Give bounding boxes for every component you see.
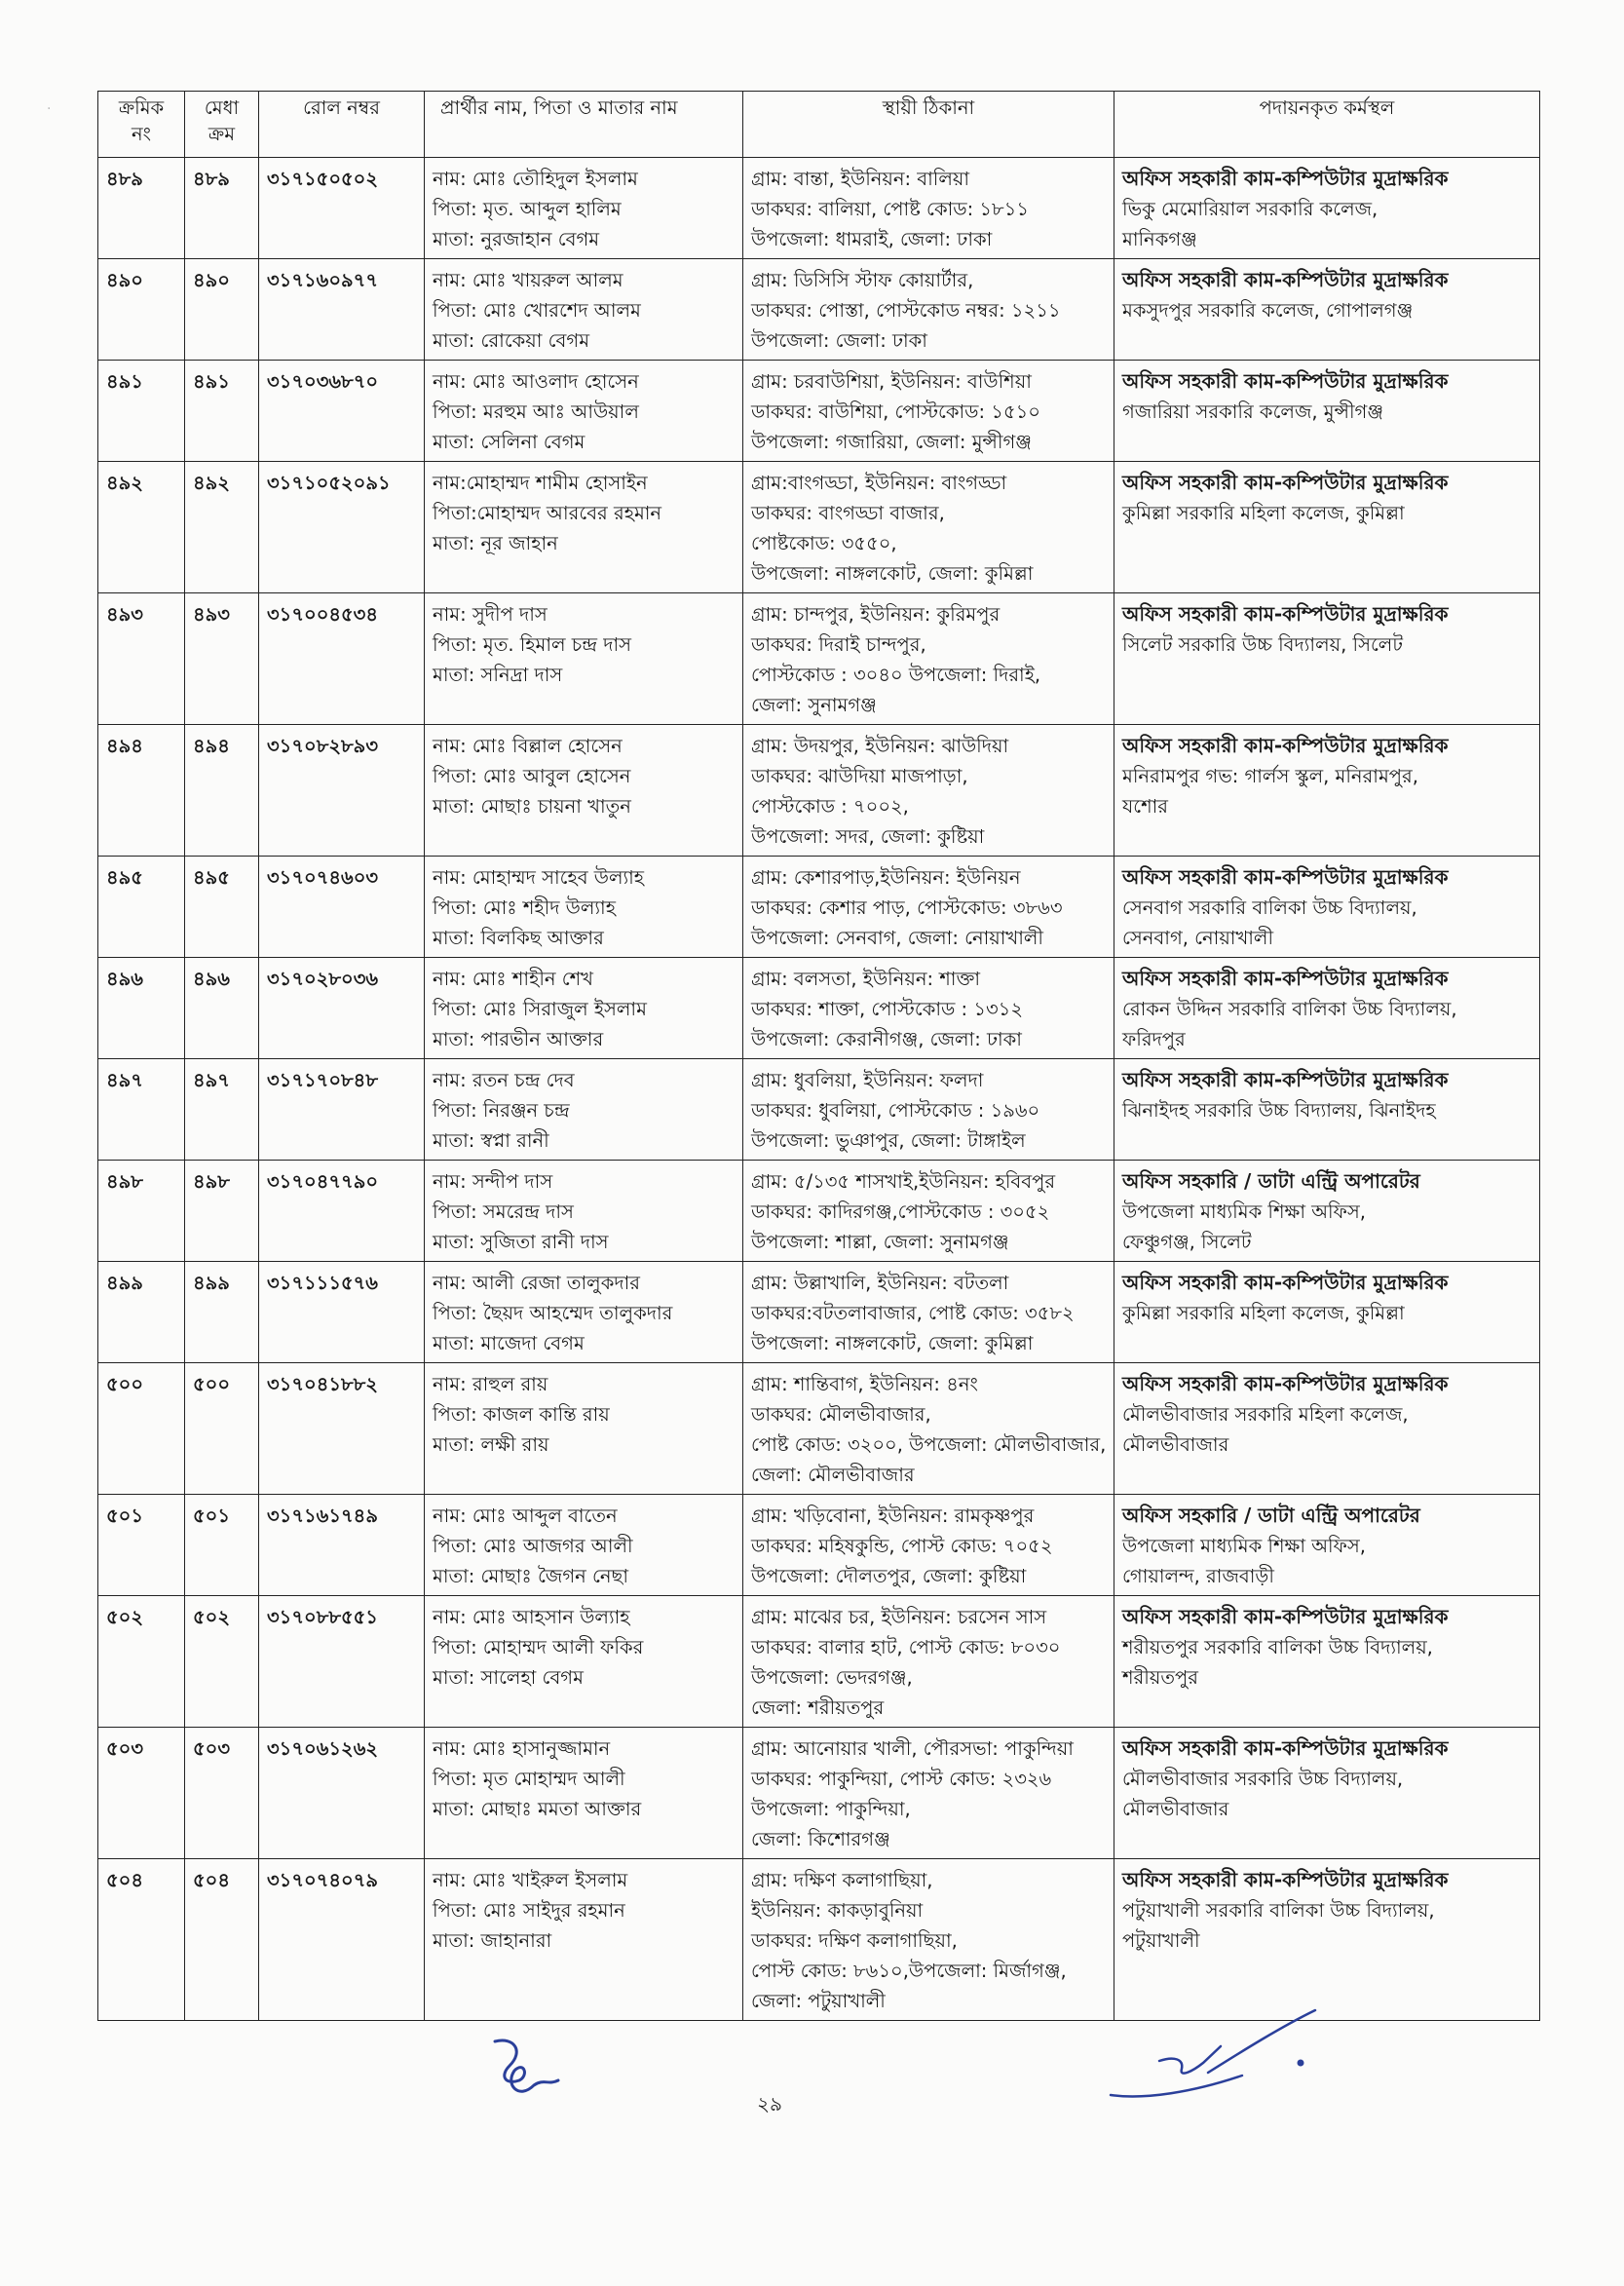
address-line: জেলা: সুনামগঞ্জ [751,694,877,716]
address-cell [743,259,1114,361]
candidate-name: নাম: রাহুল রায় [433,1373,548,1395]
father-name: পিতা: মোঃ আবুল হোসেন [433,765,631,787]
merit-cell: ৪৯৮ [185,1161,259,1262]
name-cell [425,958,743,1059]
workplace-line: শরীয়তপুর সরকারি বালিকা উচ্চ বিদ্যালয়, [1122,1636,1433,1658]
name-cell [425,1596,743,1728]
posting-cell [1114,462,1540,593]
merit-cell: ৫০২ [185,1596,259,1728]
candidate-name: নাম: সন্দীপ দাস [433,1170,553,1193]
father-name: পিতা: মোঃ শহীদ উল্যাহ [433,896,616,919]
workplace-line: ভিকু মেমোরিয়াল সরকারি কলেজ, [1122,198,1379,220]
merit-cell: ৪৯১ [185,361,259,462]
workplace-line: মৌলভীবাজার [1122,1433,1229,1456]
address-line: ডাকঘর: পোস্তা, পোস্টকোড নম্বর: ১২১১ [751,299,1061,322]
address-line: ডাকঘর: বাউশিয়া, পোস্টকোড: ১৫১০ [751,400,1040,423]
candidate-name: নাম: মোঃ হাসানুজ্জামান [433,1737,611,1760]
address-line: ডাকঘর: মৌলভীবাজার, [751,1403,931,1426]
table-row [98,1059,1540,1161]
post-title: অফিস সহকারী কাম-কম্পিউটার মুদ্রাক্ষরিক [1122,865,1449,889]
candidate-name: নাম:মোহাম্মদ শামীম হোসাইন [433,472,648,494]
candidate-name: নাম: মোঃ আব্দুল বাতেন [433,1505,618,1527]
workplace-line: শরীয়তপুর [1122,1666,1198,1689]
merit-cell: ৪৯৬ [185,958,259,1059]
address-line: ডাকঘর: বাংগড্ডা বাজার, [751,502,945,524]
address-line: উপজেলা: ধামরাই, জেলা: ঢাকা [751,228,993,250]
mother-name: মাতা: স্বপ্না রানী [433,1129,549,1152]
workplace-line: সিলেট সরকারি উচ্চ বিদ্যালয়, সিলেট [1122,633,1403,656]
posting-cell [1114,158,1540,259]
roll-cell: ৩১৭০২৮০৩৬ [259,958,425,1059]
post-title: অফিস সহকারী কাম-কম্পিউটার মুদ্রাক্ষরিক [1122,167,1449,190]
table-row [98,361,1540,462]
name-cell [425,1728,743,1859]
mother-name: মাতা: সুজিতা রানী দাস [433,1231,609,1253]
header-roll: রোল নম্বর [259,92,425,158]
serial-cell: ৪৯৮ [98,1161,185,1262]
table-row [98,1161,1540,1262]
merit-cell: ৫০৩ [185,1728,259,1859]
name-cell [425,1495,743,1596]
roll-cell: ৩১৭০৩৬৮৭০ [259,361,425,462]
address-line: ডাকঘর: কেশার পাড়, পোস্টকোড: ৩৮৬৩ [751,896,1063,919]
father-name: পিতা: মোঃ আজগর আলী [433,1535,633,1557]
candidate-name: নাম: মোঃ খায়রুল আলম [433,269,623,291]
post-title: অফিস সহকারী কাম-কম্পিউটার মুদ্রাক্ষরিক [1122,734,1449,757]
workplace-line: রোকন উদ্দিন সরকারি বালিকা উচ্চ বিদ্যালয়, [1122,998,1457,1020]
merit-cell: ৪৯০ [185,259,259,361]
address-line: জেলা: মৌলভীবাজার [751,1464,915,1486]
merit-cell: ৫০৪ [185,1859,259,2021]
table-header-row [98,92,1540,158]
address-line: পোস্টকোড : ৭০০২, [751,795,909,818]
workplace-line: গোয়ালন্দ, রাজবাড়ী [1122,1565,1274,1587]
merit-cell: ৪৯২ [185,462,259,593]
name-cell [425,1859,743,2021]
father-name: পিতা: মৃত মোহাম্মদ আলী [433,1768,625,1790]
address-line: উপজেলা: ভুঞাপুর, জেলা: টাঙ্গাইল [751,1129,1026,1152]
post-title: অফিস সহকারী কাম-কম্পিউটার মুদ্রাক্ষরিক [1122,1736,1449,1760]
address-line: পোস্ট কোড: ৮৬১০,উপজেলা: মির্জাগঞ্জ, [751,1960,1067,1982]
merit-cell: ৪৯৪ [185,725,259,857]
scan-mark: . [47,97,52,113]
post-title: অফিস সহকারী কাম-কম্পিউটার মুদ্রাক্ষরিক [1122,1868,1449,1891]
address-line: উপজেলা: কেরানীগঞ্জ, জেলা: ঢাকা [751,1028,1022,1050]
father-name: পিতা: মোঃ খোরশেদ আলম [433,299,641,322]
address-line: গ্রাম: উল্লাখালি, ইউনিয়ন: বটতলা [751,1272,1009,1294]
table-row [98,1363,1540,1495]
serial-cell: ৪৯৭ [98,1059,185,1161]
address-line: ডাকঘর: দিরাই চান্দপুর, [751,633,926,656]
address-line: পোস্টকোড : ৩০৪০ উপজেলা: দিরাই, [751,664,1041,686]
address-line: উপজেলা: নাঙ্গলকোট, জেলা: কুমিল্লা [751,562,1034,585]
father-name: পিতা: সমরেন্দ্র দাস [433,1200,574,1223]
address-cell [743,1728,1114,1859]
serial-cell: ৪৯৫ [98,857,185,958]
candidate-name: নাম: মোঃ আওলাদ হোসেন [433,370,639,393]
workplace-line: কুমিল্লা সরকারি মহিলা কলেজ, কুমিল্লা [1122,502,1405,524]
mother-name: মাতা: জাহানারা [433,1929,552,1952]
header-merit: মেধা ক্রম [185,92,259,158]
post-title: অফিস সহকারি / ডাটা এন্ট্রি অপারেটর [1122,1504,1420,1527]
posting-cell [1114,1363,1540,1495]
address-line: উপজেলা: জেলা: ঢাকা [751,329,927,352]
serial-cell: ৫০১ [98,1495,185,1596]
address-line: জেলা: শরীয়তপুর [751,1696,885,1719]
posting-cell [1114,857,1540,958]
roll-cell: ৩১৭০৭৪৬০৩ [259,857,425,958]
address-line: উপজেলা: নাঙ্গলকোট, জেলা: কুমিল্লা [751,1332,1034,1354]
merit-cell: ৪৯৯ [185,1262,259,1363]
address-line: উপজেলা: ভেদরগঞ্জ, [751,1666,913,1689]
address-line: গ্রাম:বাংগড্ডা, ইউনিয়ন: বাংগড্ডা [751,472,1007,494]
address-line: গ্রাম: ৫/১৩৫ শাসখাই,ইউনিয়ন: হবিবপুর [751,1170,1056,1193]
address-cell [743,462,1114,593]
posting-cell [1114,1596,1540,1728]
workplace-line: সেনবাগ, নোয়াখালী [1122,927,1274,949]
post-title: অফিস সহকারী কাম-কম্পিউটার মুদ্রাক্ষরিক [1122,967,1449,990]
workplace-line: ফরিদপুর [1122,1028,1186,1050]
candidate-name: নাম: সুদীপ দাস [433,603,548,626]
name-cell [425,593,743,725]
father-name: পিতা: নিরঞ্জন চন্দ্র [433,1099,570,1122]
roll-cell: ৩১৭০৭৪০৭৯ [259,1859,425,2021]
workplace-line: উপজেলা মাধ্যমিক শিক্ষা অফিস, [1122,1535,1366,1557]
posting-cell [1114,725,1540,857]
header-name: প্রার্থীর নাম, পিতা ও মাতার নাম [425,92,743,158]
table-row [98,259,1540,361]
father-name: পিতা: কাজল কান্তি রায় [433,1403,610,1426]
address-cell [743,1596,1114,1728]
table-row [98,958,1540,1059]
father-name: পিতা: মোহাম্মদ আলী ফকির [433,1636,644,1658]
table-row [98,158,1540,259]
table-body [98,158,1540,2021]
workplace-line: মকসুদপুর সরকারি কলেজ, গোপালগঞ্জ [1122,299,1414,322]
mother-name: মাতা: সেলিনা বেগম [433,431,585,453]
posting-cell [1114,259,1540,361]
address-cell [743,725,1114,857]
candidate-name: নাম: মোঃ খাইরুল ইসলাম [433,1869,628,1891]
roll-cell: ৩১৭০৪৭৭৯০ [259,1161,425,1262]
name-cell [425,857,743,958]
address-cell [743,1495,1114,1596]
mother-name: মাতা: বিলকিছ আক্তার [433,927,604,949]
serial-cell: ৫০৩ [98,1728,185,1859]
name-cell [425,462,743,593]
address-line: ডাকঘর: বালিয়া, পোষ্ট কোড: ১৮১১ [751,198,1029,220]
address-line: ডাকঘর: শাক্তা, পোস্টকোড : ১৩১২ [751,998,1023,1020]
merit-cell: ৪৯৫ [185,857,259,958]
merit-cell: ৫০১ [185,1495,259,1596]
name-cell [425,1262,743,1363]
address-cell [743,958,1114,1059]
father-name: পিতা: মরহুম আঃ আউয়াল [433,400,639,423]
address-cell [743,1059,1114,1161]
signature-left [475,2032,583,2110]
address-line: গ্রাম: চান্দপুর, ইউনিয়ন: কুরিমপুর [751,603,1001,626]
address-line: গ্রাম: কেশারপাড়,ইউনিয়ন: ইউনিয়ন [751,866,1021,889]
father-name: পিতা:মোহাম্মদ আরবের রহমান [433,502,662,524]
workplace-line: পটুয়াখালী [1122,1929,1200,1952]
address-line: জেলা: কিশোরগঞ্জ [751,1828,890,1850]
father-name: পিতা: মৃত. হিমাল চন্দ্র দাস [433,633,632,656]
address-line: ডাকঘর: পাকুন্দিয়া, পোস্ট কোড: ২৩২৬ [751,1768,1052,1790]
name-cell [425,361,743,462]
roll-cell: ৩১৭১৭০৮৪৮ [259,1059,425,1161]
mother-name: মাতা: সালেহা বেগম [433,1666,584,1689]
merit-cell: ৪৯৩ [185,593,259,725]
address-line: উপজেলা: পাকুন্দিয়া, [751,1798,911,1820]
workplace-line: মনিরামপুর গভ: গার্লস স্কুল, মনিরামপুর, [1122,765,1418,787]
roll-cell: ৩১৭০৮৮৫৫১ [259,1596,425,1728]
workplace-line: উপজেলা মাধ্যমিক শিক্ষা অফিস, [1122,1200,1366,1223]
mother-name: মাতা: মাজেদা বেগম [433,1332,585,1354]
table-row [98,1495,1540,1596]
address-line: জেলা: পটুয়াখালী [751,1990,886,2012]
header-posting: পদায়নকৃত কর্মস্থল [1114,92,1540,158]
post-title: অফিস সহকারী কাম-কম্পিউটার মুদ্রাক্ষরিক [1122,1372,1449,1395]
address-cell [743,1363,1114,1495]
serial-cell: ৫০২ [98,1596,185,1728]
posting-cell [1114,361,1540,462]
serial-cell: ৪৮৯ [98,158,185,259]
mother-name: মাতা: নূর জাহান [433,532,558,554]
table-row [98,1859,1540,2021]
mother-name: মাতা: মোছাঃ চায়না খাতুন [433,795,631,818]
address-line: গ্রাম: খড়িবোনা, ইউনিয়ন: রামকৃষ্ণপুর [751,1505,1035,1527]
header-address: স্থায়ী ঠিকানা [743,92,1114,158]
name-cell [425,1059,743,1161]
candidate-name: নাম: রতন চন্দ্র দেব [433,1069,575,1091]
roll-cell: ৩১৭০০৪৫৩৪ [259,593,425,725]
address-line: ডাকঘর: মহিষকুন্ডি, পোস্ট কোড: ৭০৫২ [751,1535,1053,1557]
address-line: গ্রাম: ডিসিসি স্টাফ কোয়ার্টার, [751,269,974,291]
candidate-name: নাম: আলী রেজা তালুকদার [433,1272,640,1294]
workplace-line: যশোর [1122,795,1168,818]
page-number: ২৯ [757,2092,782,2115]
table-row [98,1596,1540,1728]
address-cell [743,1262,1114,1363]
address-line: ডাকঘর: বালার হাট, পোস্ট কোড: ৮০৩০ [751,1636,1061,1658]
serial-cell: ৪৯৪ [98,725,185,857]
roll-cell: ৩১৭১৬১৭৪৯ [259,1495,425,1596]
serial-cell: ৪৯৬ [98,958,185,1059]
table-row [98,1728,1540,1859]
mother-name: মাতা: সনিদ্রা দাস [433,664,563,686]
address-cell [743,857,1114,958]
address-line: উপজেলা: দৌলতপুর, জেলা: কুষ্টিয়া [751,1565,1027,1587]
father-name: পিতা: মোঃ সাইদুর রহমান [433,1899,625,1922]
name-cell [425,259,743,361]
header-serial: ক্রমিক নং [98,92,185,158]
address-line: গ্রাম: বান্তা, ইউনিয়ন: বালিয়া [751,168,970,190]
roll-cell: ৩১৭০৪১৮৮২ [259,1363,425,1495]
post-title: অফিস সহকারি / ডাটা এন্ট্রি অপারেটর [1122,1169,1420,1193]
posting-cell [1114,593,1540,725]
posting-cell [1114,958,1540,1059]
workplace-line: ফেঞ্চুগঞ্জ, সিলেট [1122,1231,1252,1253]
address-line: গ্রাম: শান্তিবাগ, ইউনিয়ন: ৪নং [751,1373,978,1395]
workplace-line: ঝিনাইদহ সরকারি উচ্চ বিদ্যালয়, ঝিনাইদহ [1122,1099,1436,1122]
serial-cell: ৪৯০ [98,259,185,361]
address-line: গ্রাম: আনোয়ার খালী, পৌরসভা: পাকুন্দিয়া [751,1737,1074,1760]
post-title: অফিস সহকারী কাম-কম্পিউটার মুদ্রাক্ষরিক [1122,268,1449,291]
table-row [98,593,1540,725]
address-cell [743,158,1114,259]
name-cell [425,158,743,259]
table-row [98,1262,1540,1363]
roll-cell: ৩১৭০৮২৮৯৩ [259,725,425,857]
father-name: পিতা: মোঃ সিরাজুল ইসলাম [433,998,647,1020]
serial-cell: ৪৯২ [98,462,185,593]
signature-right [1106,2002,1349,2110]
address-cell [743,1859,1114,2021]
serial-cell: ৫০০ [98,1363,185,1495]
father-name: পিতা: মৃত. আব্দুল হালিম [433,198,622,220]
serial-cell: ৪৯৯ [98,1262,185,1363]
candidate-name: নাম: মোঃ আহসান উল্যাহ [433,1606,630,1628]
candidate-name: নাম: মোঃ বিল্লাল হোসেন [433,735,623,757]
roll-cell: ৩১৭১৬০৯৭৭ [259,259,425,361]
mother-name: মাতা: মোছাঃ জৈগন নেছা [433,1565,628,1587]
candidate-name: নাম: মোঃ তৌহিদুল ইসলাম [433,168,638,190]
posting-cell [1114,1262,1540,1363]
merit-cell: ৫০০ [185,1363,259,1495]
address-line: ডাকঘর: কাদিরগঞ্জ,পোস্টকোড : ৩০৫২ [751,1200,1050,1223]
posting-cell [1114,1859,1540,2021]
post-title: অফিস সহকারী কাম-কম্পিউটার মুদ্রাক্ষরিক [1122,1605,1449,1628]
address-line: গ্রাম: মাঝের চর, ইউনিয়ন: চরসেন সাস [751,1606,1047,1628]
address-line: ডাকঘর: ঝাউদিয়া মাজপাড়া, [751,765,968,787]
post-title: অফিস সহকারী কাম-কম্পিউটার মুদ্রাক্ষরিক [1122,1068,1449,1091]
workplace-line: পটুয়াখালী সরকারি বালিকা উচ্চ বিদ্যালয়, [1122,1899,1435,1922]
posting-list-table [97,91,1540,2021]
name-cell [425,1363,743,1495]
name-cell [425,725,743,857]
candidate-name: নাম: মোহাম্মদ সাহেব উল্যাহ [433,866,645,889]
workplace-line: মৌলভীবাজার সরকারি মহিলা কলেজ, [1122,1403,1409,1426]
father-name: পিতা: ছৈয়দ আহম্মেদ তালুকদার [433,1302,673,1324]
address-line: ইউনিয়ন: কাকড়াবুনিয়া [751,1899,924,1922]
table-row [98,462,1540,593]
workplace-line: কুমিল্লা সরকারি মহিলা কলেজ, কুমিল্লা [1122,1302,1405,1324]
workplace-line: সেনবাগ সরকারি বালিকা উচ্চ বিদ্যালয়, [1122,896,1417,919]
address-line: উপজেলা: গজারিয়া, জেলা: মুন্সীগঞ্জ [751,431,1032,453]
address-line: ডাকঘর:বটতলাবাজার, পোষ্ট কোড: ৩৫৮২ [751,1302,1075,1324]
post-title: অফিস সহকারী কাম-কম্পিউটার মুদ্রাক্ষরিক [1122,471,1449,494]
serial-cell: ৪৯১ [98,361,185,462]
mother-name: মাতা: রোকেয়া বেগম [433,329,590,352]
mother-name: মাতা: মোছাঃ মমতা আক্তার [433,1798,642,1820]
workplace-line: গজারিয়া সরকারি কলেজ, মুন্সীগঞ্জ [1122,400,1383,423]
posting-cell [1114,1059,1540,1161]
name-cell [425,1161,743,1262]
posting-cell [1114,1495,1540,1596]
merit-cell: ৪৯৭ [185,1059,259,1161]
workplace-line: মৌলভীবাজার [1122,1798,1229,1820]
workplace-line: মানিকগঞ্জ [1122,228,1197,250]
roll-cell: ৩১৭০৬১২৬২ [259,1728,425,1859]
roll-cell: ৩১৭১০৫২০৯১ [259,462,425,593]
post-title: অফিস সহকারী কাম-কম্পিউটার মুদ্রাক্ষরিক [1122,1271,1449,1294]
address-line: উপজেলা: শাল্লা, জেলা: সুনামগঞ্জ [751,1231,1009,1253]
posting-cell [1114,1161,1540,1262]
address-line: গ্রাম: উদয়পুর, ইউনিয়ন: ঝাউদিয়া [751,735,1009,757]
table-row [98,857,1540,958]
roll-cell: ৩১৭১১১৫৭৬ [259,1262,425,1363]
address-line: ডাকঘর: দক্ষিণ কলাগাছিয়া, [751,1929,958,1952]
post-title: অফিস সহকারী কাম-কম্পিউটার মুদ্রাক্ষরিক [1122,369,1449,393]
address-line: গ্রাম: দক্ষিণ কলাগাছিয়া, [751,1869,933,1891]
post-title: অফিস সহকারী কাম-কম্পিউটার মুদ্রাক্ষরিক [1122,602,1449,626]
address-cell [743,1161,1114,1262]
address-line: পোষ্ট কোড: ৩২০০, উপজেলা: মৌলভীবাজার, [751,1433,1107,1456]
address-line: গ্রাম: বলসতা, ইউনিয়ন: শাক্তা [751,968,981,990]
address-cell [743,361,1114,462]
merit-cell: ৪৮৯ [185,158,259,259]
serial-cell: ৫০৪ [98,1859,185,2021]
address-line: পোষ্টকোড: ৩৫৫০, [751,532,897,554]
address-line: ডাকঘর: ধুবলিয়া, পোস্টকোড : ১৯৬০ [751,1099,1040,1122]
posting-cell [1114,1728,1540,1859]
workplace-line: মৌলভীবাজার সরকারি উচ্চ বিদ্যালয়, [1122,1768,1404,1790]
mother-name: মাতা: নুরজাহান বেগম [433,228,600,250]
address-cell [743,593,1114,725]
address-line: উপজেলা: সদর, জেলা: কুষ্টিয়া [751,825,985,848]
address-line: গ্রাম: চরবাউশিয়া, ইউনিয়ন: বাউশিয়া [751,370,1032,393]
mother-name: মাতা: লক্ষী রায় [433,1433,549,1456]
address-line: উপজেলা: সেনবাগ, জেলা: নোয়াখালী [751,927,1044,949]
mother-name: মাতা: পারভীন আক্তার [433,1028,604,1050]
table-row [98,725,1540,857]
candidate-name: নাম: মোঃ শাহীন শেখ [433,968,593,990]
serial-cell: ৪৯৩ [98,593,185,725]
roll-cell: ৩১৭১৫০৫০২ [259,158,425,259]
address-line: গ্রাম: ধুবলিয়া, ইউনিয়ন: ফলদা [751,1069,984,1091]
